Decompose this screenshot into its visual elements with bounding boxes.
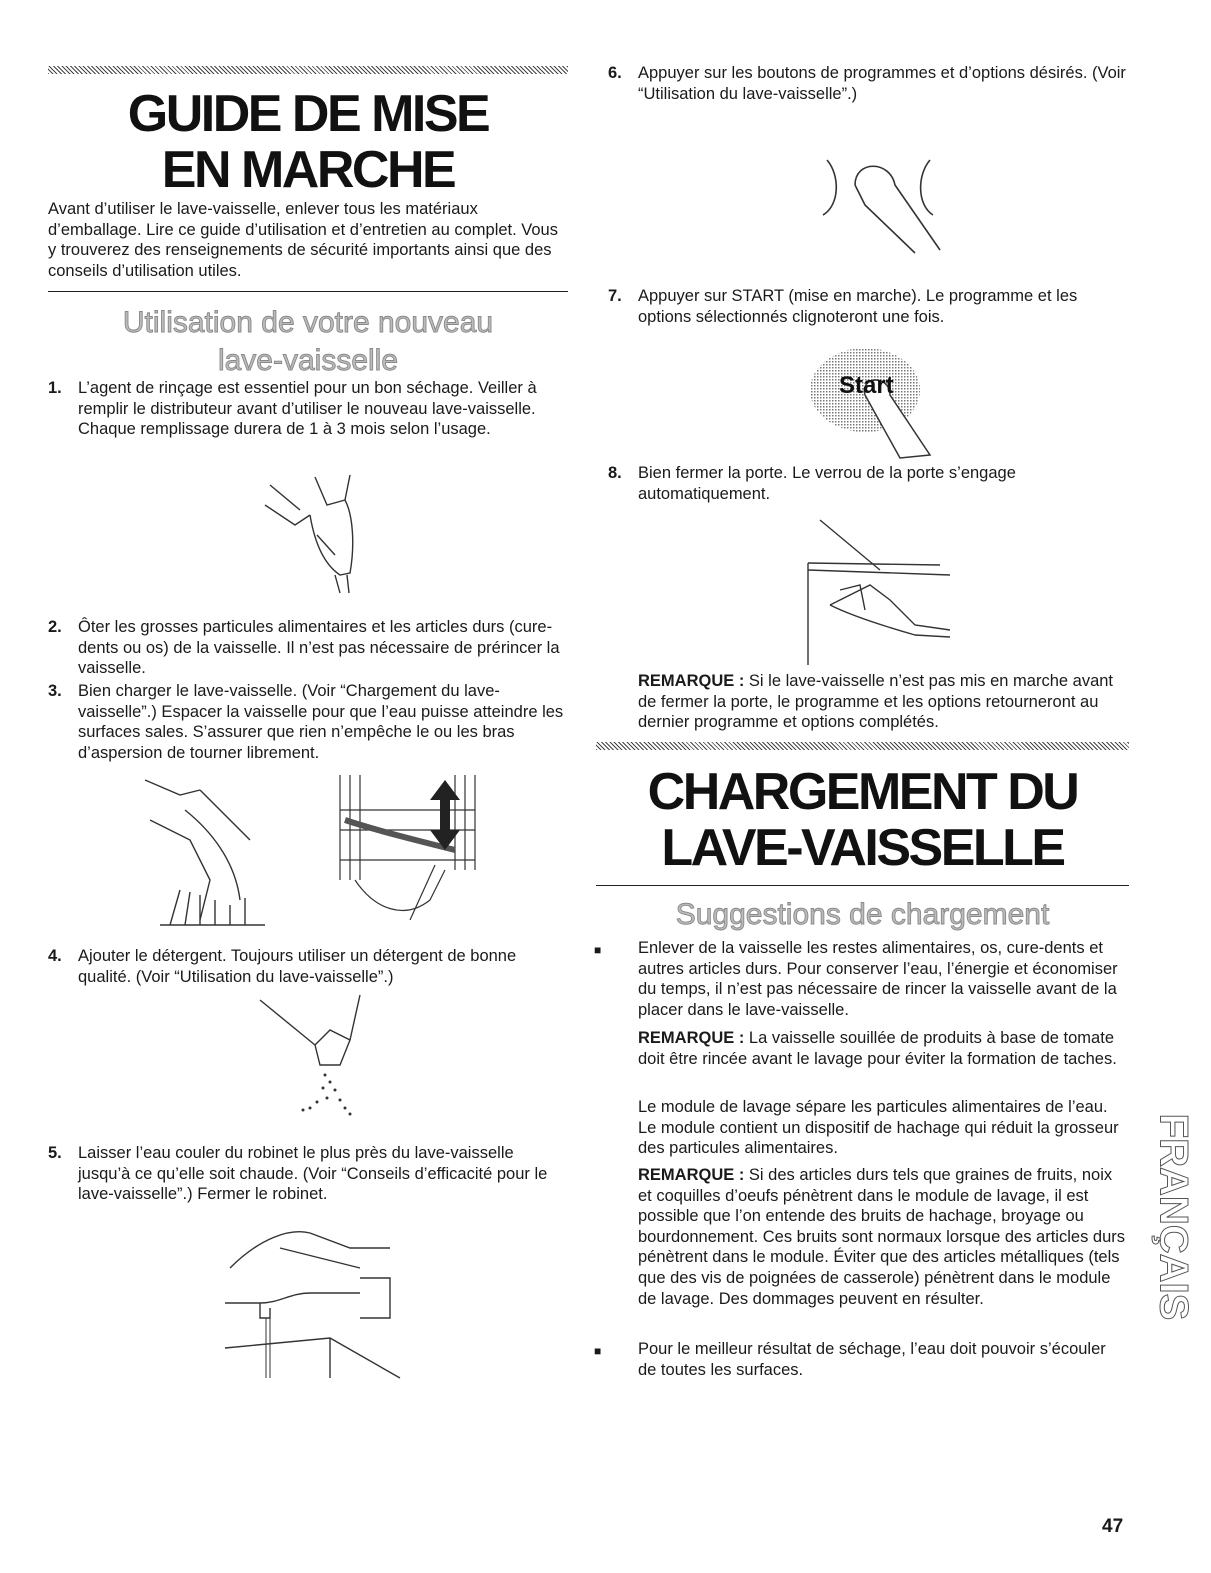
- remark-tomato: [638, 1028, 1128, 1069]
- remark-text: La vaisselle souillée de produits à base de tomate doit être rincée avant le lavage pour éviter la formation de taches.: [638, 1029, 1117, 1068]
- bullet-text: Pour le meilleur résultat de séchage, l’eau doit pouvoir s’écouler de toutes les surfaces.: [638, 1340, 1106, 1379]
- page-number: 47: [1102, 1516, 1124, 1537]
- step-number: 8.: [608, 464, 622, 482]
- step-4: [48, 946, 568, 987]
- step-number: 6.: [608, 64, 622, 82]
- dish-loading-illustration: [140, 770, 270, 930]
- language-label: FRANÇAIS: [1151, 1113, 1196, 1321]
- bullet-drying: [594, 1339, 1124, 1380]
- step-number: 4.: [48, 947, 62, 965]
- page-title-loading: [596, 764, 1129, 876]
- section-title-loading-tips: [596, 896, 1129, 934]
- decorative-hatch-bar: [48, 66, 568, 74]
- step-3: [48, 681, 568, 763]
- decorative-hatch-bar: [596, 742, 1129, 750]
- page-title-guide: [48, 86, 568, 198]
- step-5: [48, 1143, 568, 1205]
- start-button-illustration: [805, 340, 945, 460]
- remark-text: Si des articles durs tels que graines de fruits, noix et coquilles d’oeufs pénètrent dans le module de lavage, il est possible que l’on entende des bruits de hachage, broyage ou bourdonnement. Ces bruits sont normaux lorsque des articles durs pénètrent dans le module. Éviter que des articles métalliques (tels que des vis de poignées de casserole) pénètrent dans le module de lavage. Des dommages peuvent en résulter.: [638, 1166, 1125, 1308]
- step-7: [608, 286, 1128, 327]
- bullet-text: Enlever de la vaisselle les restes alimentaires, os, cure-dents et autres articles durs. Pour conserver l’eau, l’énergie et économiser du temps, il n’est pas nécessaire de rincer la vaisselle avant de la placer dans le lave-vaisselle.: [638, 939, 1118, 1019]
- bullet-marker: ■: [594, 943, 602, 957]
- section-title-text: Suggestions de chargement: [675, 898, 1050, 931]
- step-text: Ajouter le détergent. Toujours utiliser un détergent de bonne qualité. (Voir “Utilisation du lave-vaisselle”.): [78, 947, 517, 986]
- step-2: [48, 617, 568, 679]
- step-text: Appuyer sur START (mise en marche). Le programme et les options sélectionnés clignoteront une fois.: [638, 287, 1078, 326]
- section-title-usage: [48, 304, 568, 380]
- step-text: Appuyer sur les boutons de programmes et d’options désirés. (Voir “Utilisation du lave-vaisselle”.): [638, 64, 1126, 103]
- bullet-remove-debris: [594, 938, 1124, 1020]
- title-line-2: EN MARCHE: [161, 141, 455, 199]
- section-title-line-2: lave-vaisselle: [217, 344, 399, 377]
- step-text: Bien fermer la porte. Le verrou de la porte s’engage automatiquement.: [638, 464, 1016, 503]
- remark-door: [638, 671, 1128, 733]
- wash-module-paragraph: Le module de lavage sépare les particules alimentaires de l’eau. Le module contient un dispositif de hachage qui réduit la grosseur des particules alimentaires.: [638, 1098, 1119, 1158]
- section-divider: [48, 291, 568, 292]
- step-text: Ôter les grosses particules alimentaires et les articles durs (cure-dents ou os) de la vaisselle. Il n’est pas nécessaire de prérincer la vaisselle.: [78, 618, 560, 678]
- step-text: Bien charger le lave-vaisselle. (Voir “Chargement du lave-vaisselle”.) Espacer la vaisselle pour que l’eau puisse atteindre les surfaces sales. S’assurer que rien n’empêche le ou les bras d’aspersion de tourner librement.: [78, 682, 564, 762]
- section-divider: [596, 885, 1129, 886]
- title-line-1: CHARGEMENT DU: [647, 763, 1078, 821]
- start-button-label: Start: [839, 372, 894, 399]
- step-number: 2.: [48, 618, 62, 636]
- title-line-1: GUIDE DE MISE: [127, 85, 489, 143]
- bullet-marker: ■: [594, 1344, 602, 1358]
- remark-label: REMARQUE :: [638, 1029, 745, 1047]
- intro-paragraph: Avant d’utiliser le lave-vaisselle, enlever tous les matériaux d’emballage. Lire ce guide d’utilisation et d’entretien au complet. Vous y trouverez des renseignements de sécurité importants ainsi que des conseils d’utilisation utiles.: [48, 200, 558, 280]
- faucet-illustration: [220, 1218, 405, 1383]
- step-text: L’agent de rinçage est essentiel pour un bon séchage. Veiller à remplir le distributeur avant d’utiliser le nouveau lave-vaisselle. Chaque remplissage durera de 1 à 3 mois selon l’usage.: [78, 379, 537, 439]
- remark-hard-items: [638, 1165, 1128, 1309]
- step-number: 3.: [48, 682, 62, 700]
- language-side-tab: [1150, 1088, 1196, 1346]
- option-button-press-illustration: [815, 155, 945, 255]
- step-1: [48, 378, 568, 440]
- remark-label: REMARQUE :: [638, 672, 745, 690]
- spray-arm-rack-illustration: [335, 770, 480, 930]
- remark-text: Si le lave-vaisselle n’est pas mis en marche avant de fermer la porte, le programme et les options retourneront au dernier programme et options complétés.: [638, 672, 1114, 732]
- step-number: 1.: [48, 379, 62, 397]
- section-title-line-1: Utilisation de votre nouveau: [122, 306, 494, 339]
- step-number: 5.: [48, 1144, 62, 1162]
- title-line-2: LAVE-VAISSELLE: [661, 819, 1064, 877]
- rinse-aid-bottle-illustration: [255, 465, 375, 595]
- remark-label: REMARQUE :: [638, 1166, 745, 1184]
- step-number: 7.: [608, 287, 622, 305]
- step-6: [608, 63, 1128, 104]
- detergent-pouring-illustration: [255, 990, 375, 1120]
- step-text: Laisser l’eau couler du robinet le plus près du lave-vaisselle jusqu’à ce qu’elle soit chaude. (Voir “Conseils d’efficacité pour le lave-vaisselle”.) Fermer le robinet.: [78, 1144, 548, 1204]
- step-8: [608, 463, 1128, 504]
- door-closing-illustration: [780, 515, 955, 665]
